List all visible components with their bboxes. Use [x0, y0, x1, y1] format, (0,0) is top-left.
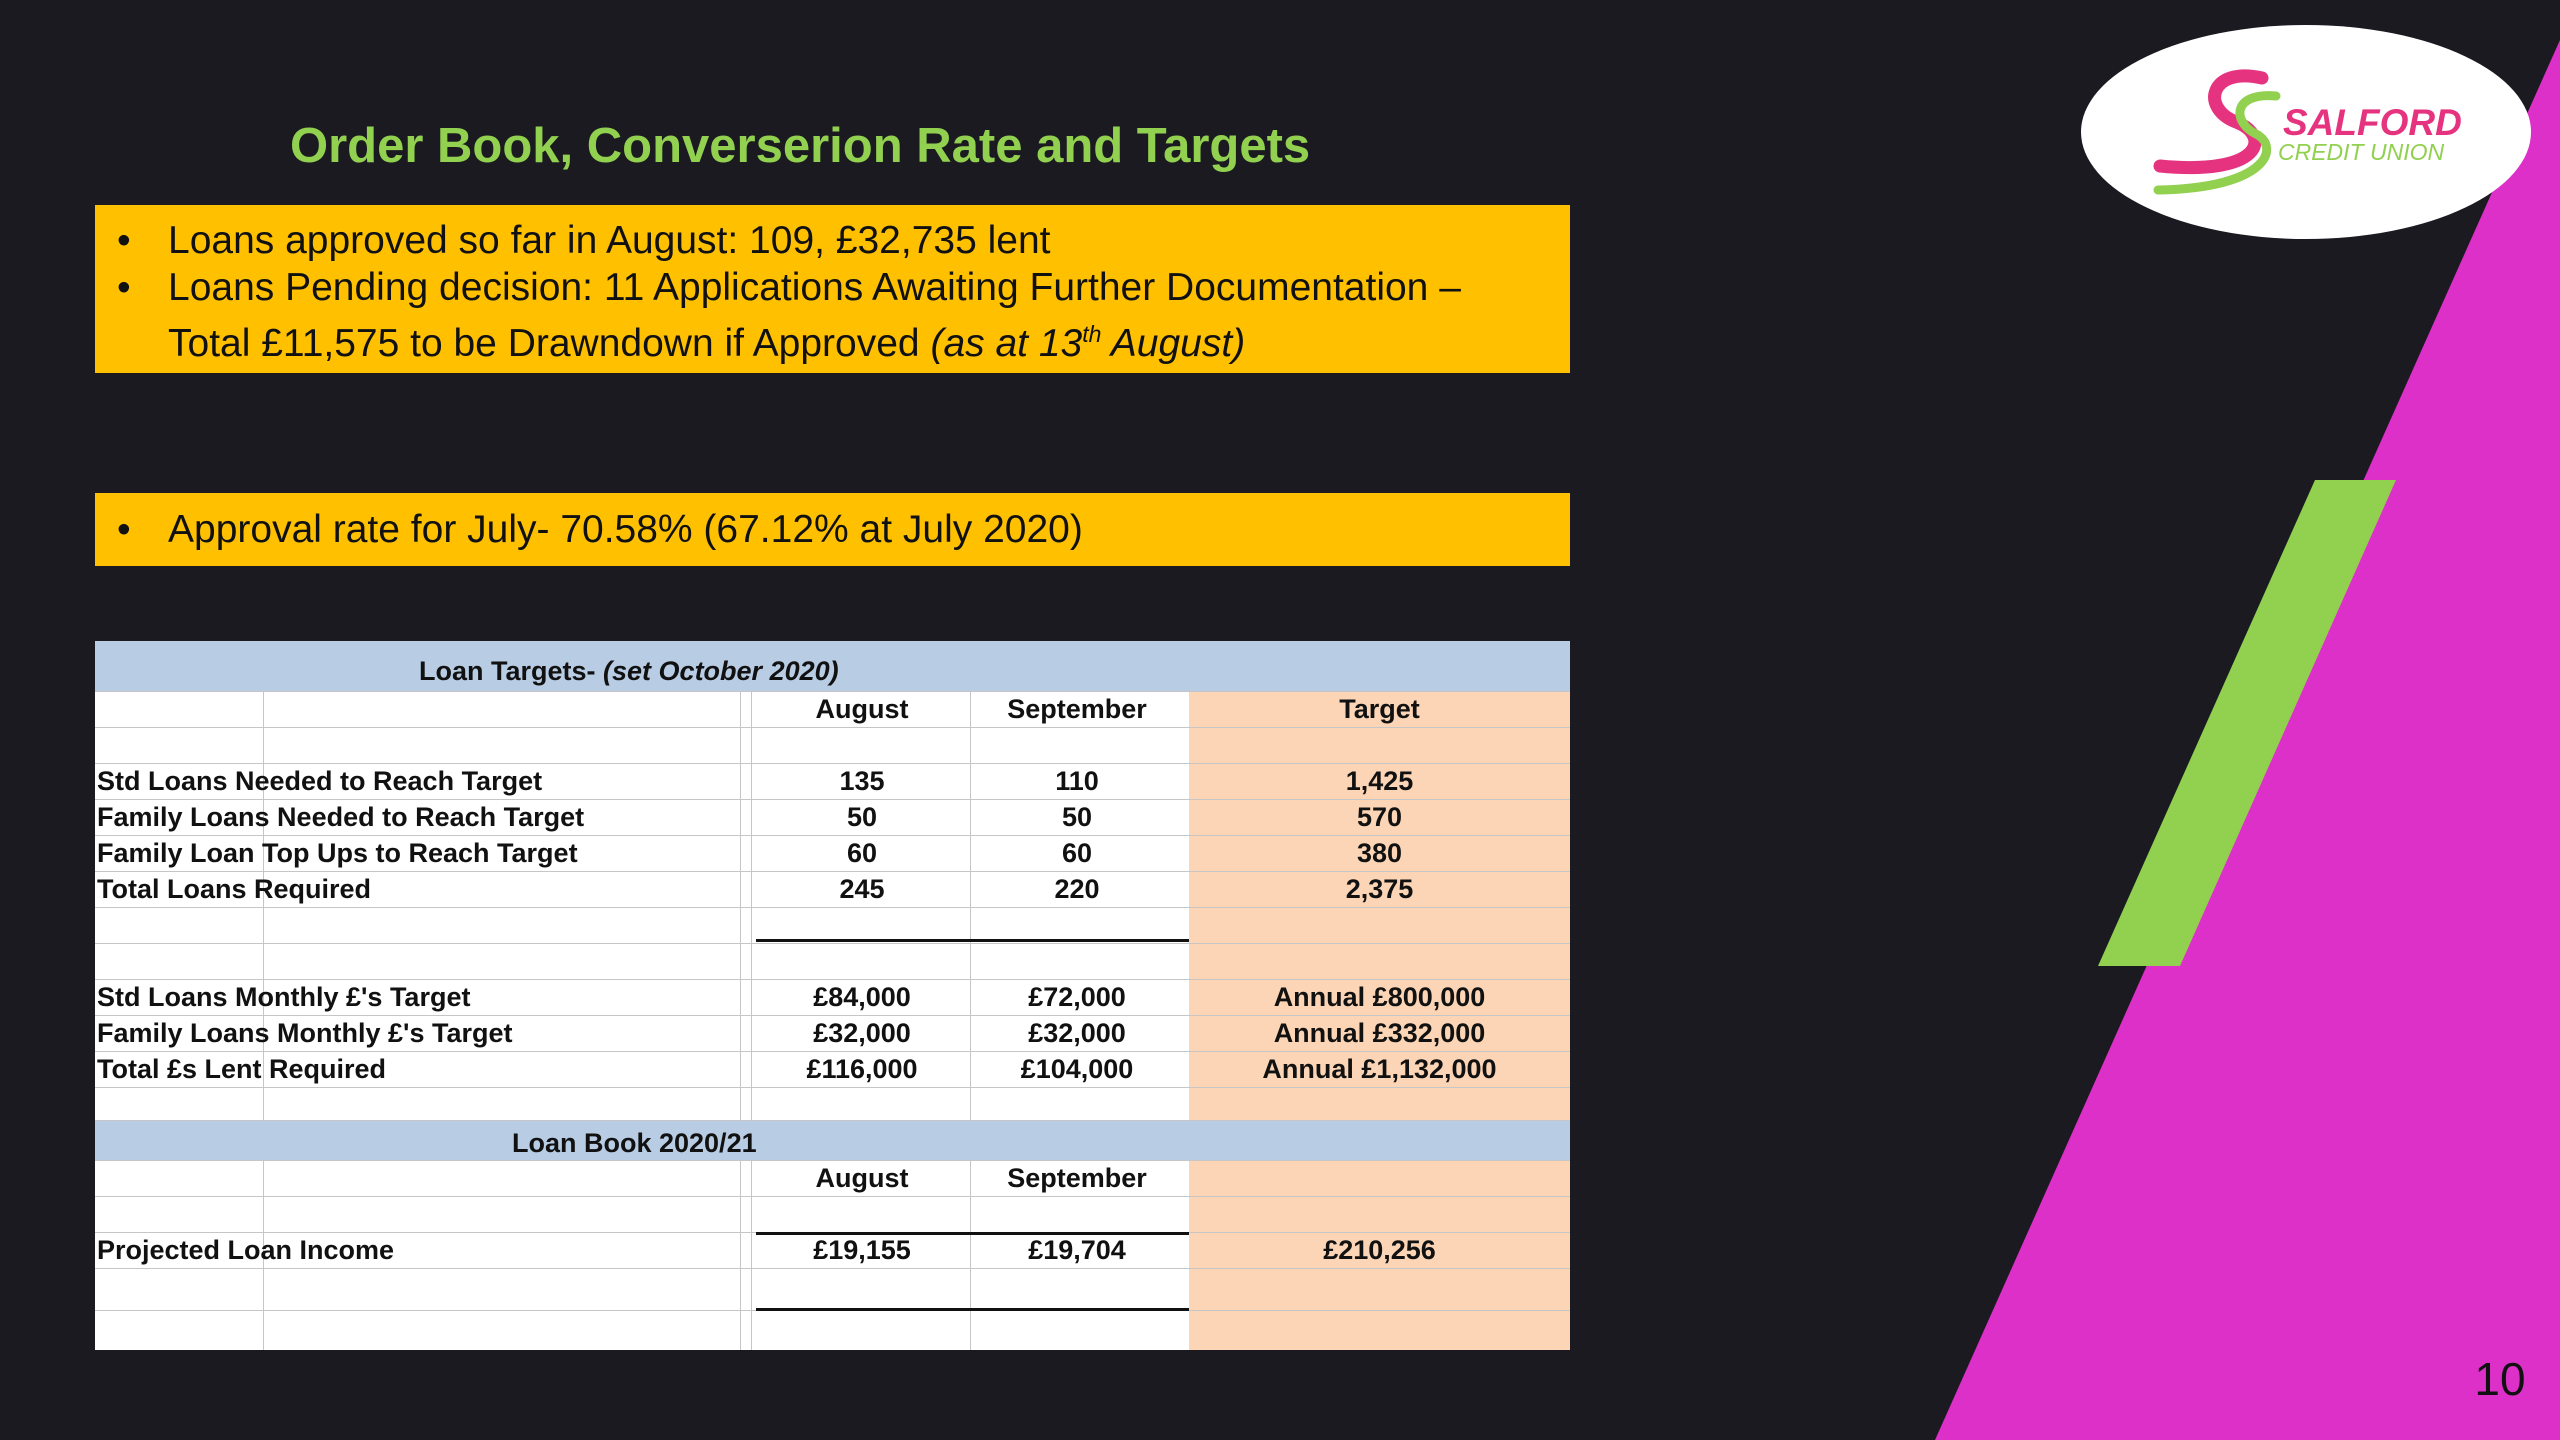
logo-subtitle: CREDIT UNION: [2278, 139, 2445, 165]
grid-line: [751, 691, 752, 1120]
grid-line: [970, 1160, 971, 1350]
loans-pending-bullet: [95, 264, 1570, 367]
cell-august: 60: [846, 838, 878, 868]
total-rule: [756, 939, 1189, 942]
cell-september: £104,000: [1020, 1054, 1134, 1084]
grid-line: [751, 1160, 752, 1350]
cell-september: 60: [1061, 838, 1093, 868]
loans-summary-box: [95, 205, 1570, 373]
loans-pending-date-note: [930, 322, 1245, 365]
cell-target: 2,375: [1345, 874, 1414, 904]
loan-targets-table: [95, 641, 1570, 1350]
cell-september: 50: [1061, 802, 1093, 832]
loans-approved-bullet: • Loans approved so far in August: 109, £32,735 lent: [95, 217, 1570, 264]
approval-rate-list: [95, 506, 1570, 553]
section2-header-band: [95, 1120, 1570, 1160]
loans-pending-line2: Total £11,575 to be Drawndown if Approved: [168, 322, 920, 365]
header-september: September: [1007, 694, 1147, 724]
income-august: £19,155: [813, 1235, 911, 1265]
cell-august: £116,000: [806, 1054, 918, 1084]
header-august: August: [815, 694, 909, 724]
total-rule: [756, 1308, 1189, 1311]
cell-target: Annual £1,132,000: [1262, 1054, 1497, 1084]
cell-september: 220: [1054, 874, 1100, 904]
cell-august: £84,000: [813, 982, 911, 1012]
cell-target: Annual £332,000: [1273, 1018, 1486, 1048]
section1-title-note: (set October 2020): [603, 656, 839, 686]
cell-august: £32,000: [813, 1018, 911, 1048]
logo: [2081, 25, 2531, 239]
cell-target: 1,425: [1345, 766, 1414, 796]
page-number: 10: [2474, 1353, 2526, 1405]
date-note-end: August): [1101, 322, 1246, 365]
logo-name: SALFORD: [2283, 102, 2462, 143]
grid-line: [95, 1196, 1570, 1197]
row-label: Family Loans Needed to Reach Target: [97, 802, 585, 832]
income-target: £210,256: [1323, 1235, 1436, 1265]
cell-august: 50: [846, 802, 878, 832]
grid-line: [95, 1087, 1570, 1088]
date-note-suffix: th: [1082, 321, 1102, 347]
row-label: Family Loan Top Ups to Reach Target: [97, 838, 578, 868]
income-row-label: Projected Loan Income: [97, 1235, 395, 1265]
approval-rate-box: [95, 493, 1570, 566]
cell-august: 245: [839, 874, 885, 904]
section2-header-september: September: [1007, 1163, 1147, 1193]
cell-target: 570: [1356, 802, 1403, 832]
grid-line: [95, 907, 1570, 908]
slide-title: Order Book, Converserion Rate and Targets: [290, 119, 1311, 173]
row-label: Std Loans Needed to Reach Target: [97, 766, 543, 796]
grid-line: [970, 691, 971, 1120]
income-september: £19,704: [1028, 1235, 1126, 1265]
row-label: Std Loans Monthly £'s Target: [97, 982, 471, 1012]
grid-line: [95, 943, 1570, 944]
section2-title: Loan Book 2020/21: [512, 1128, 757, 1158]
header-target: Target: [1339, 694, 1420, 724]
date-note-start: (as at 13: [930, 322, 1083, 365]
section1-title-text: Loan Targets-: [419, 656, 604, 686]
cell-target: 380: [1356, 838, 1403, 868]
cell-target: Annual £800,000: [1273, 982, 1486, 1012]
grid-line: [95, 1268, 1570, 1269]
loans-pending-line1: Loans Pending decision: 11 Applications Awaiting Further Documentation –: [168, 266, 1461, 309]
section2-header-august: August: [815, 1163, 909, 1193]
cell-september: £72,000: [1028, 982, 1126, 1012]
row-label: Total £s Lent Required: [97, 1054, 387, 1084]
cell-august: 135: [839, 766, 885, 796]
section1-title: [419, 653, 839, 689]
row-label: Family Loans Monthly £'s Target: [97, 1018, 513, 1048]
loans-summary-list: [95, 217, 1570, 367]
row-label: Total Loans Required: [97, 874, 372, 904]
cell-september: 110: [1055, 766, 1099, 796]
approval-rate-bullet: • Approval rate for July- 70.58% (67.12% at July 2020): [95, 506, 1570, 553]
grid-line: [95, 727, 1570, 728]
grid-line: [95, 1120, 1570, 1121]
cell-september: £32,000: [1028, 1018, 1126, 1048]
